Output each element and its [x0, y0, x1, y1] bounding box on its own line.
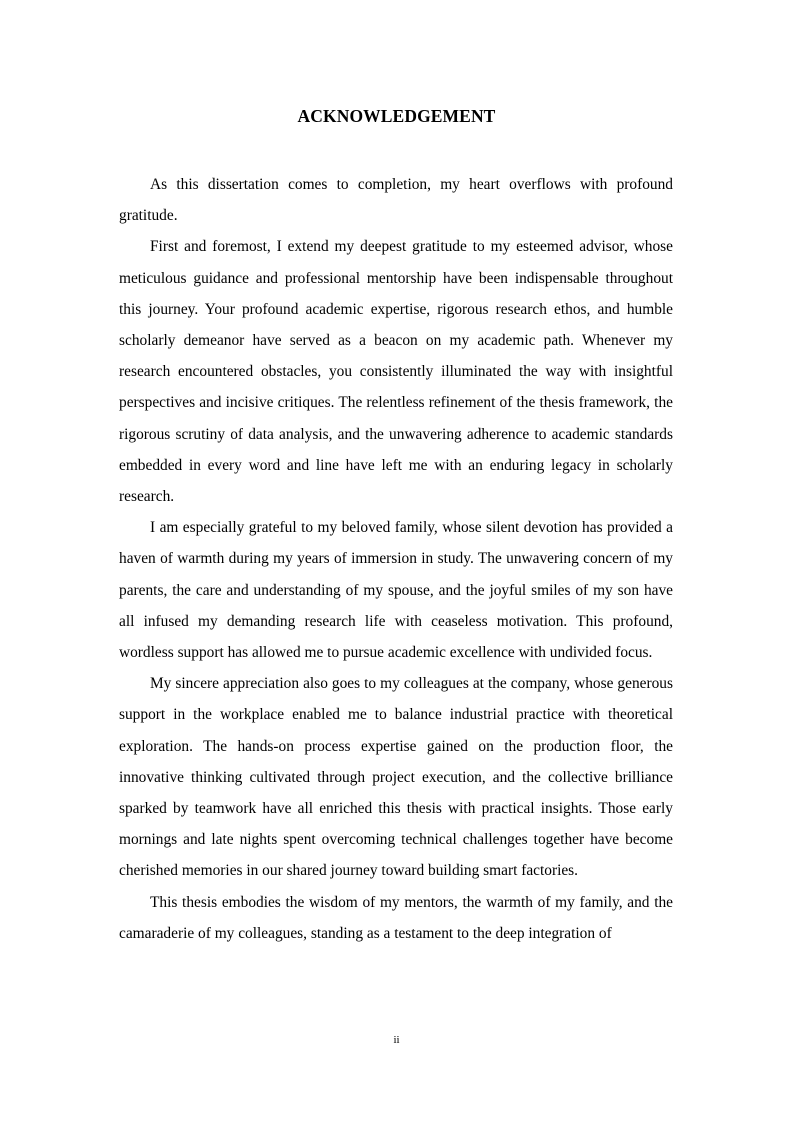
paragraph-gratitude: As this dissertation comes to completion, my heart overflows with profound gratitude.	[119, 176, 673, 225]
paragraph-conclusion: This thesis embodies the wisdom of my mentors, the warmth of my family, and the camaraderie of my colleagues, standing as a testament to the deep integration of	[119, 893, 673, 942]
paragraph-colleagues: My sincere appreciation also goes to my colleagues at the company, whose generous support in the workplace enabled me to balance industrial practice with theoretical exploration. The hands-on process expertise gained on the production floor, the innovative thinking cultivated through project execution, and the collective brilliance sparked by teamwork have all enriched this thesis with practical insights. Those early mornings and late nights spent overcoming technical challenges together have become cherished memories in our shared journey toward building smart factories.	[119, 675, 673, 880]
paragraph-advisor: First and foremost, I extend my deepest gratitude to my esteemed advisor, whose meticulous guidance and professional mentorship have been indispensable throughout this journey. Your profound academic expertise, rigorous research ethos, and humble scholarly demeanor have served as a beacon on my academic path. Whenever my research encountered obstacles, you consistently illuminated the way with insightful perspectives and incisive critiques. The relentless refinement of the thesis framework, the rigorous scrutiny of data analysis, and the unwavering adherence to academic standards embedded in every word and line have left me with an enduring legacy in scholarly research.	[119, 238, 673, 506]
page-number: ii	[393, 1034, 400, 1046]
acknowledgement-body	[119, 169, 673, 949]
page-title: ACKNOWLEDGEMENT	[297, 106, 496, 126]
paragraph-family: I am especially grateful to my beloved family, whose silent devotion has provided a haven of warmth during my years of immersion in study. The unwavering concern of my parents, the care and understanding of my spouse, and the joyful smiles of my son have all infused my demanding research life with ceaseless motivation. This profound, wordless support has allowed me to pursue academic excellence with undivided focus.	[119, 519, 673, 662]
